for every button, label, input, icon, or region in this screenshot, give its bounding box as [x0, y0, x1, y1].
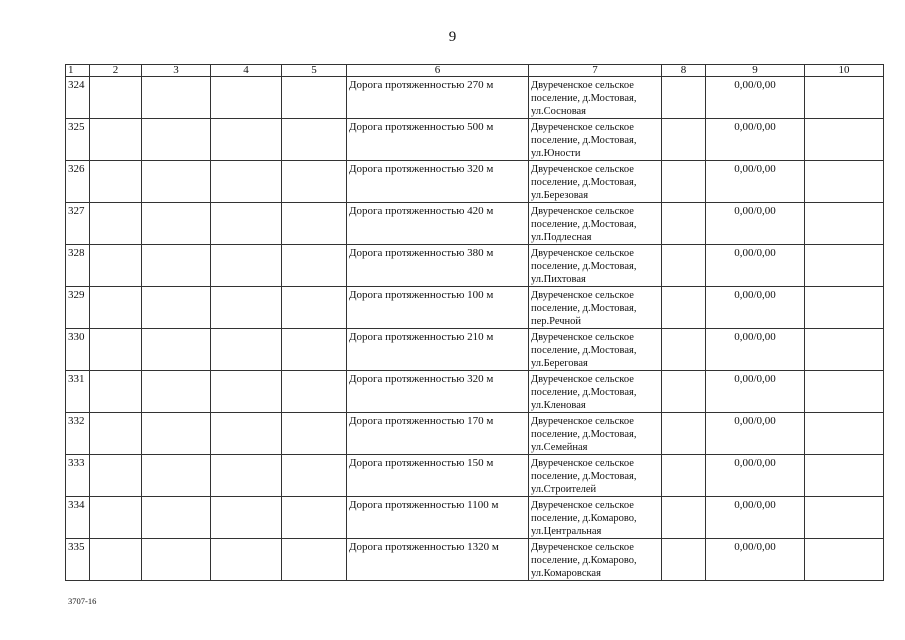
- location-line: поселение, д.Мостовая,: [531, 387, 637, 398]
- empty-cell: [805, 329, 884, 371]
- location-line: поселение, д.Мостовая,: [531, 219, 637, 230]
- column-header: 8: [662, 65, 706, 77]
- empty-cell: [142, 329, 211, 371]
- table-row: [66, 497, 884, 539]
- empty-cell: [142, 413, 211, 455]
- road-name-cell: Дорога протяженностью 320 м: [347, 161, 529, 203]
- empty-cell: [211, 455, 282, 497]
- page-number: 9: [448, 29, 457, 45]
- location-line: Двуреченское сельское: [531, 332, 634, 343]
- empty-cell: [90, 287, 142, 329]
- empty-cell: [90, 413, 142, 455]
- empty-cell: [90, 245, 142, 287]
- empty-cell: [282, 329, 347, 371]
- registry-table: [65, 64, 884, 581]
- location-cell: [529, 119, 662, 161]
- row-number-cell: 332: [66, 413, 90, 455]
- location-line: Двуреченское сельское: [531, 458, 634, 469]
- value-cell: 0,00/0,00: [706, 77, 805, 119]
- empty-cell: [282, 77, 347, 119]
- empty-cell: [211, 77, 282, 119]
- table-row: [66, 329, 884, 371]
- value-cell: 0,00/0,00: [706, 329, 805, 371]
- empty-cell: [805, 119, 884, 161]
- row-number-cell: 327: [66, 203, 90, 245]
- table-row: [66, 119, 884, 161]
- empty-cell: [662, 287, 706, 329]
- empty-cell: [805, 245, 884, 287]
- location-line: ул.Кленовая: [531, 400, 586, 411]
- location-line: поселение, д.Комарово,: [531, 555, 637, 566]
- empty-cell: [211, 329, 282, 371]
- row-number-cell: 331: [66, 371, 90, 413]
- table-row: [66, 539, 884, 581]
- column-header: 5: [282, 65, 347, 77]
- row-number-cell: 335: [66, 539, 90, 581]
- location-cell: [529, 287, 662, 329]
- empty-cell: [90, 329, 142, 371]
- empty-cell: [662, 77, 706, 119]
- location-line: ул.Семейная: [531, 442, 588, 453]
- empty-cell: [90, 455, 142, 497]
- empty-cell: [282, 119, 347, 161]
- location-cell: [529, 413, 662, 455]
- empty-cell: [211, 413, 282, 455]
- empty-cell: [211, 539, 282, 581]
- row-number-cell: 334: [66, 497, 90, 539]
- road-name-cell: Дорога протяженностью 270 м: [347, 77, 529, 119]
- empty-cell: [662, 413, 706, 455]
- empty-cell: [805, 497, 884, 539]
- empty-cell: [90, 161, 142, 203]
- location-line: ул.Береговая: [531, 358, 588, 369]
- location-line: ул.Сосновая: [531, 106, 587, 117]
- value-cell: 0,00/0,00: [706, 161, 805, 203]
- location-line: пер.Речной: [531, 316, 582, 327]
- location-line: поселение, д.Мостовая,: [531, 303, 637, 314]
- empty-cell: [142, 119, 211, 161]
- empty-cell: [805, 77, 884, 119]
- location-line: поселение, д.Мостовая,: [531, 345, 637, 356]
- column-header: 6: [347, 65, 529, 77]
- value-cell: 0,00/0,00: [706, 203, 805, 245]
- road-name-cell: Дорога протяженностью 150 м: [347, 455, 529, 497]
- table-row: [66, 245, 884, 287]
- location-line: Двуреченское сельское: [531, 416, 634, 427]
- empty-cell: [282, 161, 347, 203]
- empty-cell: [282, 287, 347, 329]
- empty-cell: [211, 287, 282, 329]
- value-cell: 0,00/0,00: [706, 497, 805, 539]
- location-line: Двуреченское сельское: [531, 500, 634, 511]
- location-line: Двуреченское сельское: [531, 248, 634, 259]
- row-number-cell: 324: [66, 77, 90, 119]
- location-line: Двуреченское сельское: [531, 542, 634, 553]
- column-header: 9: [706, 65, 805, 77]
- location-line: ул.Березовая: [531, 190, 589, 201]
- location-line: ул.Строителей: [531, 484, 597, 495]
- empty-cell: [282, 539, 347, 581]
- location-line: Двуреченское сельское: [531, 164, 634, 175]
- empty-cell: [90, 371, 142, 413]
- location-line: Двуреченское сельское: [531, 206, 634, 217]
- empty-cell: [805, 203, 884, 245]
- location-cell: [529, 203, 662, 245]
- location-cell: [529, 245, 662, 287]
- location-line: Двуреченское сельское: [531, 80, 634, 91]
- column-header: 1: [66, 65, 90, 77]
- location-line: поселение, д.Мостовая,: [531, 471, 637, 482]
- column-header: 10: [805, 65, 884, 77]
- empty-cell: [282, 371, 347, 413]
- empty-cell: [142, 287, 211, 329]
- value-cell: 0,00/0,00: [706, 455, 805, 497]
- location-cell: [529, 77, 662, 119]
- empty-cell: [282, 455, 347, 497]
- value-cell: 0,00/0,00: [706, 371, 805, 413]
- column-header: 2: [90, 65, 142, 77]
- row-number-cell: 325: [66, 119, 90, 161]
- empty-cell: [90, 539, 142, 581]
- empty-cell: [211, 203, 282, 245]
- road-name-cell: Дорога протяженностью 210 м: [347, 329, 529, 371]
- location-line: поселение, д.Мостовая,: [531, 135, 637, 146]
- table-row: [66, 77, 884, 119]
- empty-cell: [282, 203, 347, 245]
- empty-cell: [662, 371, 706, 413]
- location-line: поселение, д.Мостовая,: [531, 261, 637, 272]
- value-cell: 0,00/0,00: [706, 119, 805, 161]
- empty-cell: [662, 455, 706, 497]
- location-line: ул.Центральная: [531, 526, 602, 537]
- road-name-cell: Дорога протяженностью 420 м: [347, 203, 529, 245]
- location-line: ул.Комаровская: [531, 568, 601, 579]
- empty-cell: [662, 203, 706, 245]
- table-row: [66, 371, 884, 413]
- empty-cell: [805, 455, 884, 497]
- empty-cell: [662, 119, 706, 161]
- empty-cell: [282, 413, 347, 455]
- location-line: ул.Подлесная: [531, 232, 592, 243]
- empty-cell: [805, 539, 884, 581]
- location-line: поселение, д.Мостовая,: [531, 177, 637, 188]
- road-name-cell: Дорога протяженностью 1320 м: [347, 539, 529, 581]
- column-header: 7: [529, 65, 662, 77]
- road-name-cell: Дорога протяженностью 500 м: [347, 119, 529, 161]
- column-number-row: [66, 65, 884, 77]
- value-cell: 0,00/0,00: [706, 539, 805, 581]
- empty-cell: [662, 329, 706, 371]
- empty-cell: [142, 539, 211, 581]
- empty-cell: [90, 119, 142, 161]
- value-cell: 0,00/0,00: [706, 287, 805, 329]
- location-cell: [529, 161, 662, 203]
- empty-cell: [211, 161, 282, 203]
- location-line: поселение, д.Мостовая,: [531, 93, 637, 104]
- location-cell: [529, 371, 662, 413]
- empty-cell: [805, 287, 884, 329]
- empty-cell: [211, 245, 282, 287]
- table-row: [66, 455, 884, 497]
- empty-cell: [142, 77, 211, 119]
- location-cell: [529, 539, 662, 581]
- road-name-cell: Дорога протяженностью 1100 м: [347, 497, 529, 539]
- empty-cell: [142, 371, 211, 413]
- empty-cell: [662, 245, 706, 287]
- table-row: [66, 161, 884, 203]
- location-line: ул.Пихтовая: [531, 274, 586, 285]
- location-cell: [529, 497, 662, 539]
- empty-cell: [211, 119, 282, 161]
- location-line: ул.Юности: [531, 148, 581, 159]
- location-line: Двуреченское сельское: [531, 374, 634, 385]
- location-line: поселение, д.Комарово,: [531, 513, 637, 524]
- table-row: [66, 413, 884, 455]
- location-line: Двуреченское сельское: [531, 122, 634, 133]
- row-number-cell: 329: [66, 287, 90, 329]
- row-number-cell: 326: [66, 161, 90, 203]
- road-name-cell: Дорога протяженностью 320 м: [347, 371, 529, 413]
- row-number-cell: 330: [66, 329, 90, 371]
- location-cell: [529, 329, 662, 371]
- empty-cell: [211, 371, 282, 413]
- empty-cell: [282, 497, 347, 539]
- value-cell: 0,00/0,00: [706, 245, 805, 287]
- empty-cell: [662, 539, 706, 581]
- location-line: поселение, д.Мостовая,: [531, 429, 637, 440]
- row-number-cell: 333: [66, 455, 90, 497]
- empty-cell: [142, 497, 211, 539]
- road-name-cell: Дорога протяженностью 380 м: [347, 245, 529, 287]
- empty-cell: [90, 77, 142, 119]
- empty-cell: [282, 245, 347, 287]
- empty-cell: [211, 497, 282, 539]
- empty-cell: [142, 245, 211, 287]
- document-code: 3707-16: [68, 596, 97, 606]
- empty-cell: [805, 413, 884, 455]
- empty-cell: [90, 497, 142, 539]
- table-row: [66, 203, 884, 245]
- empty-cell: [805, 161, 884, 203]
- column-header: 4: [211, 65, 282, 77]
- location-cell: [529, 455, 662, 497]
- empty-cell: [142, 455, 211, 497]
- empty-cell: [662, 161, 706, 203]
- road-name-cell: Дорога протяженностью 100 м: [347, 287, 529, 329]
- empty-cell: [90, 203, 142, 245]
- road-name-cell: Дорога протяженностью 170 м: [347, 413, 529, 455]
- row-number-cell: 328: [66, 245, 90, 287]
- location-line: Двуреченское сельское: [531, 290, 634, 301]
- column-header: 3: [142, 65, 211, 77]
- empty-cell: [805, 371, 884, 413]
- value-cell: 0,00/0,00: [706, 413, 805, 455]
- empty-cell: [142, 161, 211, 203]
- empty-cell: [662, 497, 706, 539]
- empty-cell: [142, 203, 211, 245]
- table-row: [66, 287, 884, 329]
